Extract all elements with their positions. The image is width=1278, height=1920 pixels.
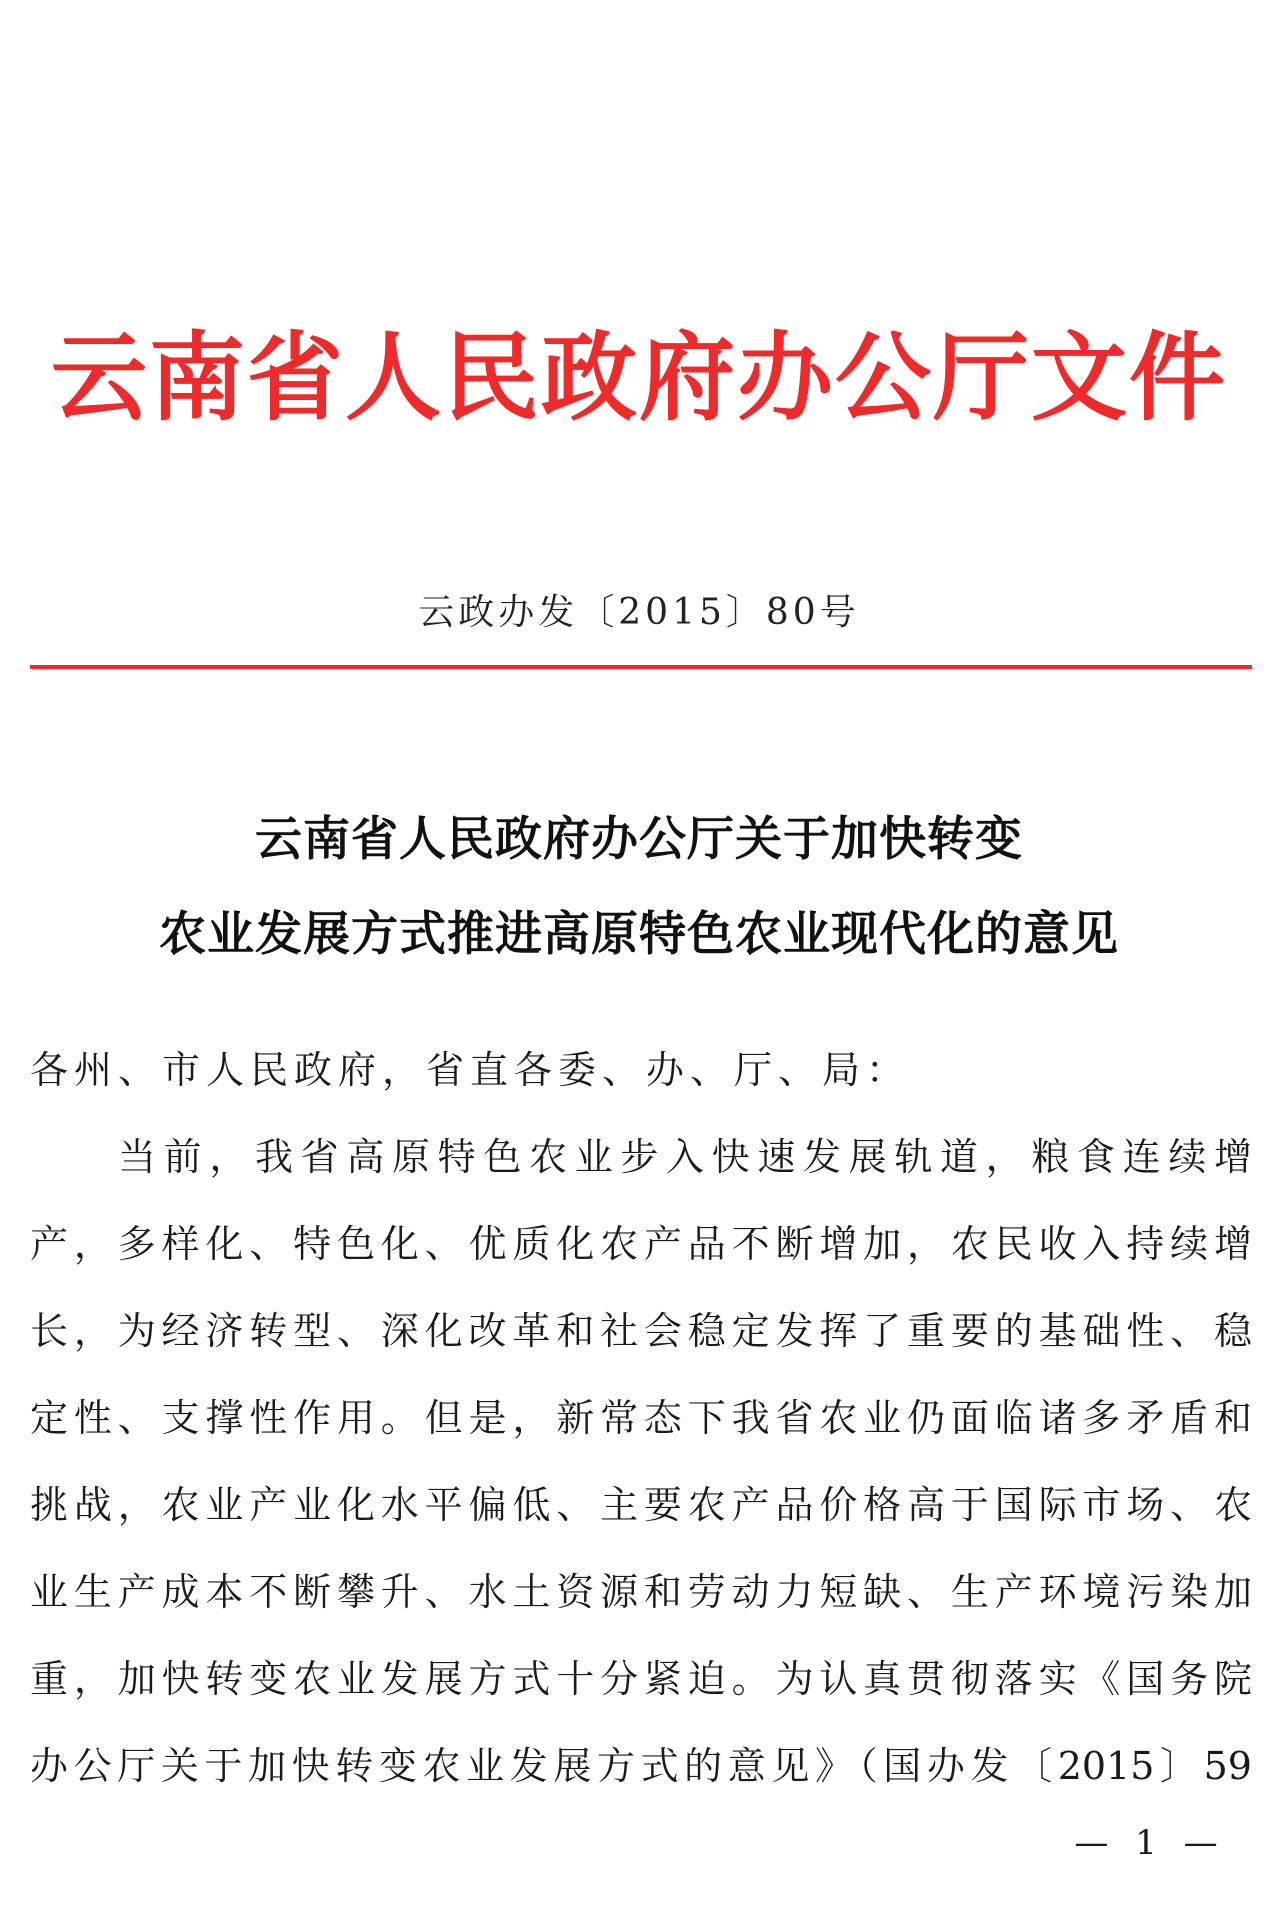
page-number: — 1 — bbox=[1074, 1823, 1226, 1863]
salutation: 各州、市人民政府，省直各委、办、厅、局： bbox=[30, 1048, 911, 1092]
document-title-line-1: 云南省人民政府办公厅关于加快转变 bbox=[255, 812, 1023, 867]
body-line: 定性、支撑性作用。但是，新常态下我省农业仍面临诸多矛盾和 bbox=[30, 1396, 1252, 1440]
body-line: 当前，我省高原特色农业步入快速发展轨道，粮食连续增 bbox=[118, 1135, 1252, 1179]
body-line: 业生产成本不断攀升、水土资源和劳动力短缺、生产环境污染加 bbox=[30, 1570, 1252, 1614]
body-line: 长，为经济转型、深化改革和社会稳定发挥了重要的基础性、稳 bbox=[30, 1309, 1252, 1353]
document-number: 云政办发〔2015〕80号 bbox=[418, 592, 860, 633]
document-header-title: 云南省人民政府办公厅文件 bbox=[51, 321, 1227, 434]
body-line: 挑战，农业产业化水平偏低、主要农产品价格高于国际市场、农 bbox=[30, 1483, 1252, 1527]
red-divider-line bbox=[30, 665, 1252, 669]
body-line: 办公厅关于加快转变农业发展方式的意见》（国办发〔2015〕59 bbox=[30, 1744, 1252, 1788]
body-line: 重，加快转变农业发展方式十分紧迫。为认真贯彻落实《国务院 bbox=[30, 1657, 1252, 1701]
body-line: 产，多样化、特色化、优质化农产品不断增加，农民收入持续增 bbox=[30, 1222, 1252, 1266]
document-title-line-2: 农业发展方式推进高原特色农业现代化的意见 bbox=[159, 907, 1119, 962]
